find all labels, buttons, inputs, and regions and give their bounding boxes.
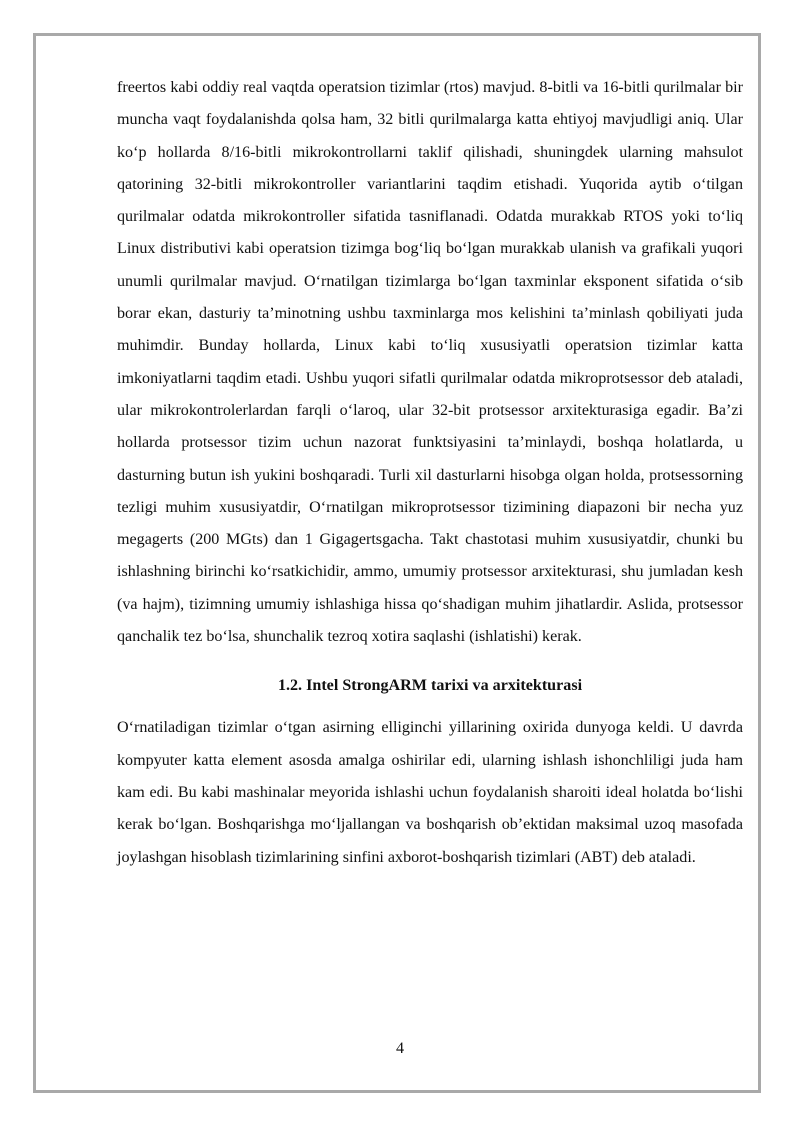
paragraph-rtos: freertos kabi oddiy real vaqtda operatsion tizimlar (rtos) mavjud. 8-bitli va 16-bitli qurilmalar bir muncha vaqt foydalanishda qolsa ham, 32 bitli qurilmalarga katta ehtiyoj mavjudligi aniq. Ular koʻp hollarda 8/16-bitli mikrokontrollarni taklif qilishadi, shuningdek ularning mahsulot qatorining 32-bitli mikrokontroller variantlarini taqdim etishadi. Yuqorida aytib oʻtilgan qurilmalar odatda mikrokontroller sifatida tasniflanadi. Odatda murakkab RTOS yoki toʻliq Linux distributivi kabi operatsion tizimga bogʻliq boʻlgan murakkab ulanish va grafikali yuqori unumli qurilmalar mavjud. Oʻrnatilgan tizimlarga boʻlgan taxminlar eksponent sifatida oʻsib borar ekan, dasturiy taʼminotning ushbu taxminlarga mos kelishini taʼminlash qobiliyati juda muhimdir. Bunday hollarda, Linux kabi toʻliq xususiyatli operatsion tizimlar katta imkoniyatlarni taqdim etadi. Ushbu yuqori sifatli qurilmalar odatda mikroprotsessor deb ataladi, ular mikrokontrolerlardan farqli oʻlaroq, ular 32-bit protsessor arxitekturasiga egadir. Baʼzi hollarda protsessor tizim uchun nazorat funktsiyasini taʼminlaydi, boshqa holatlarda, u dasturning butun ish yukini boshqaradi. Turli xil dasturlarni hisobga olgan holda, protsessorning tezligi muhim xususiyatdir, Oʻrnatilgan mikroprotsessor tizimining diapazoni bir necha yuz megagerts (200 MGts) dan 1 Gigagertsgacha. Takt chastotasi muhim xususiyatdir, chunki bu ishlashning birinchi koʻrsatkichidir, ammo, umumiy protsessor arxitekturasi, shu jumladan kesh (va hajm), tizimning umumiy ishlashiga hissa qoʻshadigan muhim jihatlardir. Aslida, protsessor qanchalik tez boʻlsa, shunchalik tezroq xotira saqlashi (ishlatishi) kerak. — [117, 79, 743, 646]
page-number: 4 — [395, 1040, 405, 1057]
paragraph-embedded-history: Oʻrnatiladigan tizimlar oʻtgan asirning elliginchi yillarining oxirida dunyoga keldi. U davrda kompyuter katta element asosda amalga oshirilar edi, ularning ishlash ishonchliligi juda ham kam edi. Bu kabi mashinalar meyorida ishlashi uchun foydalanish sharoiti ideal holatda boʻlishi kerak boʻlgan. Boshqarishga moʻljallangan va boshqarish obʼektidan maksimal uzoq masofada joylashgan hisoblash tizimlarining sinfini axborot-boshqarish tizimlari (ABT) deb ataladi. — [117, 719, 743, 866]
section-heading: 1.2. Intel StrongARM tarixi va arxitekturasi — [277, 677, 583, 695]
document-body — [117, 72, 743, 874]
